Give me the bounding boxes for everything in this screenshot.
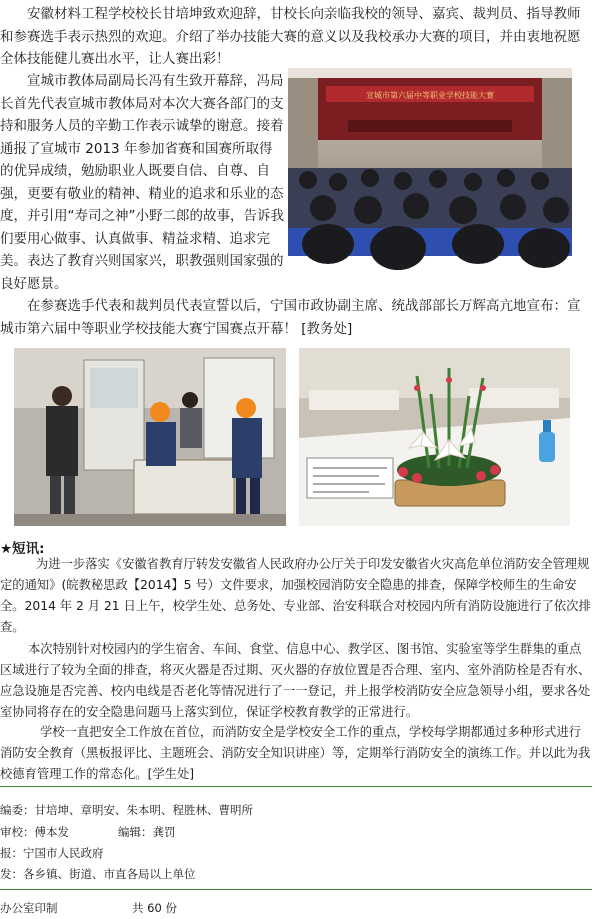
- credit-editor: 编辑：龚罚: [118, 825, 176, 839]
- credit-send-to: 发：各乡镇、街道、市直各局以上单位: [0, 867, 196, 881]
- flower-photo: [299, 348, 570, 526]
- credit-report-to: 报：宁国市人民政府: [0, 846, 104, 860]
- credit-editors: 编委：甘培坤、章明安、朱本明、程胜林、曹明所: [0, 803, 253, 817]
- divider-top: [0, 786, 592, 787]
- news-paragraph-1: 为进一步落实《安徽省教育厅转发安徽省人民政府办公厅关于印发安徽省火灾高危单位消防安全管理规定的通知》(皖教秘思政【2014】5 号）文件要求，加强校园消防安全隐患的排查，保障学校师生的生命安全。2014 年 2 月 21 日上午，校学生处、总务处、专业部、治安科联合对校园内所有消防设施进行了依次排查。: [0, 557, 591, 634]
- workshop-photo: [14, 348, 286, 526]
- news-paragraph-2: 本次特别针对校园内的学生宿舍、车间、食堂、信息中心、教学区、图书馆、实验室等学生群集的重点区域进行了较为全面的排查，将灭火器是否过期、灭火器的存放位置是否合理、室内、室外消防栓是否有水、应急设施是否完善、校内电线是否老化等情况进行了一一登记，并上报学校消防安全应急领导小组，要求各处室协同将存在的安全隐患问题马上落实到位，保证学校教育教学的正常进行。: [0, 642, 591, 719]
- article-paragraph-2: 宣城市教体局副局长冯有生致开幕辞，冯局长首先代表宣城市教体局对本次大赛各部门的支持和服务人员的辛勤工作表示诚挚的谢意。接着通报了宣城市 2013 年参加省赛和国赛所取得的优异成绩，勉励职业人既要自信、自尊、自强，更要有敬业的精神、精业的追求和乐业的态度，并引用“寿司之神”小野二郎的故事，告诉我们要用心做事、认真做事、精益求精、追求完美。表达了教育兴则国家兴，职教强则国家强的良好愿景。: [0, 73, 284, 292]
- article-paragraph-1: 安徽材料工程学校校长甘培坤致欢迎辞，甘校长向亲临我校的领导、嘉宾、裁判员、指导教师和参赛选手表示热烈的欢迎。介绍了举办技能大赛的意义以及我校承办大赛的项目，并由衷地祝愿全体技能健儿赛出水平，让人赛出彩！: [0, 6, 581, 67]
- credit-printer: 办公室印制: [0, 901, 58, 915]
- divider-bottom: [0, 889, 592, 890]
- credit-reviewer: 审校：傅本发: [0, 825, 69, 839]
- svg-text:宣城市第六届中等职业学校技能大赛: 宣城市第六届中等职业学校技能大赛: [366, 91, 494, 100]
- conference-photo: [288, 68, 572, 256]
- credit-copies: 共 60 份: [132, 901, 177, 915]
- article-paragraph-3: 在参赛选手代表和裁判员代表宣誓以后，宁国市政协副主席、统战部部长万辉高亢地宣布：宣城市第六届中等职业学校技能大赛宁国赛点开幕！ [教务处]: [0, 298, 581, 337]
- news-paragraph-3: 学校一直把安全工作放在首位，而消防安全是学校安全工作的重点，学校每学期都通过多种形式进行消防安全教育（黑板报评比、主题班会、消防安全知识讲座）等，定期举行消防安全的演练工作。并以此为我校德育管理工作的常态化。[学生处]: [0, 725, 591, 781]
- news-heading: ★短讯:: [0, 541, 45, 557]
